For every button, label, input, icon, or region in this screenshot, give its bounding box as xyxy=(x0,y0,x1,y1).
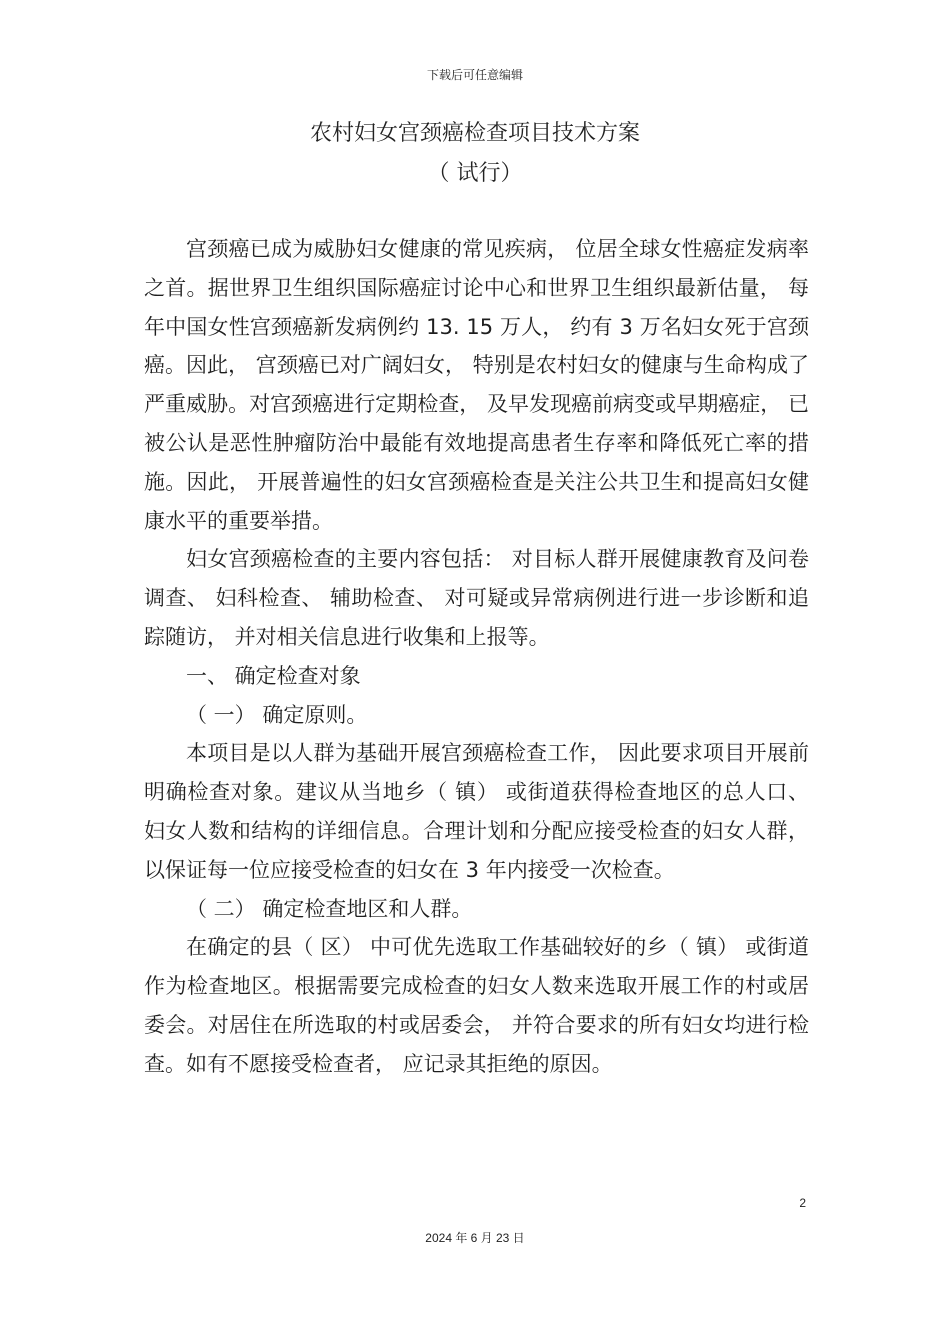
paragraph-principle: 本项目是以人群为基础开展宫颈癌检查工作， 因此要求项目开展前明确检查对象。建议从当地乡（ 镇） 或街道获得检查地区的总人口、 妇女人数和结构的详细信息。合理计划和分配应接受检查的妇女人群， 以保证每一位应接受检查的妇女在 3 年内接受一次检查。 xyxy=(144,741,809,882)
page-number: 2 xyxy=(799,1196,806,1210)
section-heading-1: 一、 确定检查对象 xyxy=(186,663,361,688)
subsection-heading-1: （ 一） 确定原则。 xyxy=(186,702,368,727)
document-body xyxy=(144,230,809,1084)
document-subtitle: （ 试行） xyxy=(427,161,523,186)
footer-date: 2024 年 6 月 23 日 xyxy=(425,1231,525,1245)
paragraph-intro: 宫颈癌已成为威胁妇女健康的常见疾病， 位居全球女性癌症发病率之首。据世界卫生组织国际癌症讨论中心和世界卫生组织最新估量， 每年中国女性宫颈癌新发病例约 13. 15 万人， 约有 3 万名妇女死于宫颈癌。因此， 宫颈癌已对广阔妇女， 特别是农村妇女的健康与生命构成了严重威胁。对宫颈癌进行定期检查， 及早发现癌前病变或早期癌症， 已被公认是恶性肿瘤防治中最能有效地提高患者生存率和降低死亡率的措施。因此， 开展普遍性的妇女宫颈癌检查是关注公共卫生和提高妇女健康水平的重要举措。 xyxy=(144,237,809,533)
paragraph-area: 在确定的县（ 区） 中可优先选取工作基础较好的乡（ 镇） 或街道作为检查地区。根据需要完成检查的妇女人数来选取开展工作的村或居委会。对居住在所选取的村或居委会， 并符合要求的所有妇女均进行检查。如有不愿接受检查者， 应记录其拒绝的原因。 xyxy=(144,935,809,1076)
paragraph-content: 妇女宫颈癌检查的主要内容包括： 对目标人群开展健康教育及问卷调查、 妇科检查、 辅助检查、 对可疑或异常病例进行进一步诊断和追踪随访， 并对相关信息进行收集和上报等。 xyxy=(144,547,809,649)
document-title: 农村妇女宫颈癌检查项目技术方案 xyxy=(309,121,640,146)
header-note: 下载后可任意编辑 xyxy=(426,68,523,82)
subsection-heading-2: （ 二） 确定检查地区和人群。 xyxy=(186,896,473,921)
